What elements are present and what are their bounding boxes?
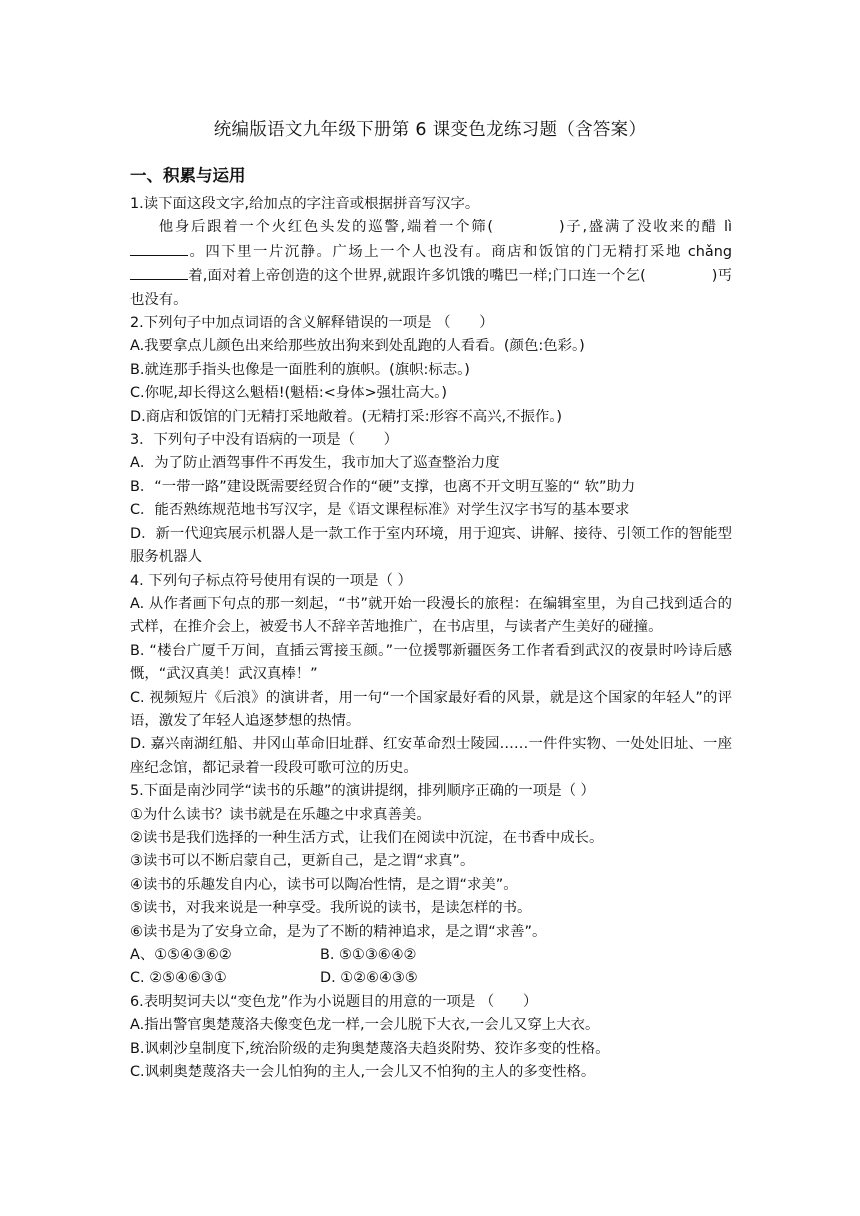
q2-stem: 2.下列句子中加点词语的含义解释错误的一项是 （ ） (130, 315, 494, 332)
q4-option-c: C. 视频短片《后浪》的演讲者，用一句“一个国家最好看的风景，就是这个国家的年轻人”的评语，激发了年轻人追逐梦想的热情。 (130, 689, 732, 729)
q3-option-d: D．新一代迎宾展示机器人是一款工作于室内环境，用于迎宾、讲解、接待、引领工作的智能型服务机器人 (130, 525, 732, 566)
q5-item: ⑤读书，对我来说是一种享受。我所说的读书，是读怎样的书。 (130, 900, 532, 917)
q5-item: ③读书可以不断启蒙自己，更新自己，是之谓“求真”。 (130, 853, 475, 870)
q5-option-d: D. ①②⑥④③⑤ (320, 970, 418, 987)
q1-blank-2[interactable] (130, 240, 188, 256)
q1-stem: 1.读下面这段文字,给加点的字注音或根据拼音写汉字。 (130, 196, 480, 212)
q3-option-c: C．能否熟练规范地书写汉字，是《语文课程标准》对学生汉字书写的基本要求 (130, 502, 630, 519)
q5-stem: 5.下面是南沙同学“读书的乐趣”的演讲提纲，排列顺序正确的一项是（ ） (130, 783, 595, 800)
q3-option-b: B．“一带一路”建设既需要经贸合作的“硬”支撑，也离不开文明互鉴的“ 软”助力 (130, 478, 636, 495)
q3-stem: 3．下列句子中没有语病的一项是（ ） (130, 432, 399, 449)
q5-options-row-2 (130, 967, 732, 990)
q4-option-a: A. 从作者画下句点的那一刻起，“书”就开始一段漫长的旅程：在编辑室里，为自己找到适合的式样，在推介会上，被爱书人不辞辛苦地推广，在书店里，与读者产生美好的碰撞。 (130, 595, 732, 636)
q5-option-c: C. ②⑤④⑥③① (130, 970, 227, 987)
q1-passage: 他身后跟着一个火红色头发的巡警,端着一个筛( )子,盛满了没收来的醋 lì。四下里一片沉静。广场上一个人也没有。商店和饭馆的门无精打采地 chǎng着,面对着上帝创造的这个世界,就跟许多饥饿的嘴巴一样;门口连一个乞( )丐也没有。 (130, 219, 732, 308)
q5-options-row-1 (130, 944, 732, 967)
q5-item: ④读书的乐趣发自内心，读书可以陶冶性情，是之谓“求美”。 (130, 876, 518, 893)
q4-stem: 4. 下列句子标点符号使用有误的一项是（ ） (130, 572, 412, 589)
q4-option-d: D. 嘉兴南湖红船、井冈山革命旧址群、红安革命烈士陵园……一件件实物、一处处旧址、一座座纪念馆，都记录着一段段可歌可泣的历史。 (130, 736, 732, 776)
q5-item: ①为什么读书？读书就是在乐趣之中求真善美。 (130, 806, 431, 823)
q5-item: ②读书是我们选择的一种生活方式，让我们在阅读中沉淀，在书香中成长。 (130, 829, 604, 846)
q3-option-a: A．为了防止酒驾事件不再发生，我市加大了巡查整治力度 (130, 455, 500, 472)
q6-option-c: C.讽刺奥楚蔑洛夫一会儿怕狗的主人,一会儿又不怕狗的主人的多变性格。 (130, 1064, 596, 1081)
q6-option-a: A.指出警官奥楚蔑洛夫像变色龙一样,一会儿脱下大衣,一会儿又穿上大衣。 (130, 1017, 600, 1034)
q2-option-b: B.就连那手指头也像是一面胜利的旗帜。(旗帜:标志。) (130, 361, 470, 378)
q2-option-a: A.我要拿点儿颜色出来给那些放出狗来到处乱跑的人看看。(颜色:色彩。) (130, 338, 585, 355)
q6-stem: 6.表明契诃夫以“变色龙”作为小说题目的用意的一项是 （ ） (130, 993, 538, 1010)
q6-option-b: B.讽刺沙皇制度下,统治阶级的走狗奥楚蔑洛夫趋炎附势、狡诈多变的性格。 (130, 1040, 610, 1057)
section-heading: 一、积累与运用 (130, 166, 246, 185)
exercise-body (130, 193, 732, 1084)
q2-option-c: C.你呢,却长得这么魁梧!(魁梧:<身体>强壮高大。) (130, 385, 447, 402)
q2-option-d: D.商店和饭馆的门无精打采地敞着。(无精打采:形容不高兴,不振作。) (130, 408, 563, 425)
q5-item: ⑥读书是为了安身立命，是为了不断的精神追求，是之谓“求善”。 (130, 923, 547, 940)
q5-option-a: A、①⑤④③⑥② (130, 947, 232, 963)
q4-option-b: B. “楼台广厦千万间，直插云霄接玉颜。”一位援鄂新疆医务工作者看到武汉的夜景时吟诗后感慨，“武汉真美！武汉真棒！” (130, 642, 732, 683)
q1-blank-3[interactable] (130, 264, 188, 280)
q5-option-b: B. ⑤①③⑥④② (320, 947, 417, 963)
page-title: 统编版语文九年级下册第 6 课变色龙练习题（含答案） (213, 120, 647, 140)
